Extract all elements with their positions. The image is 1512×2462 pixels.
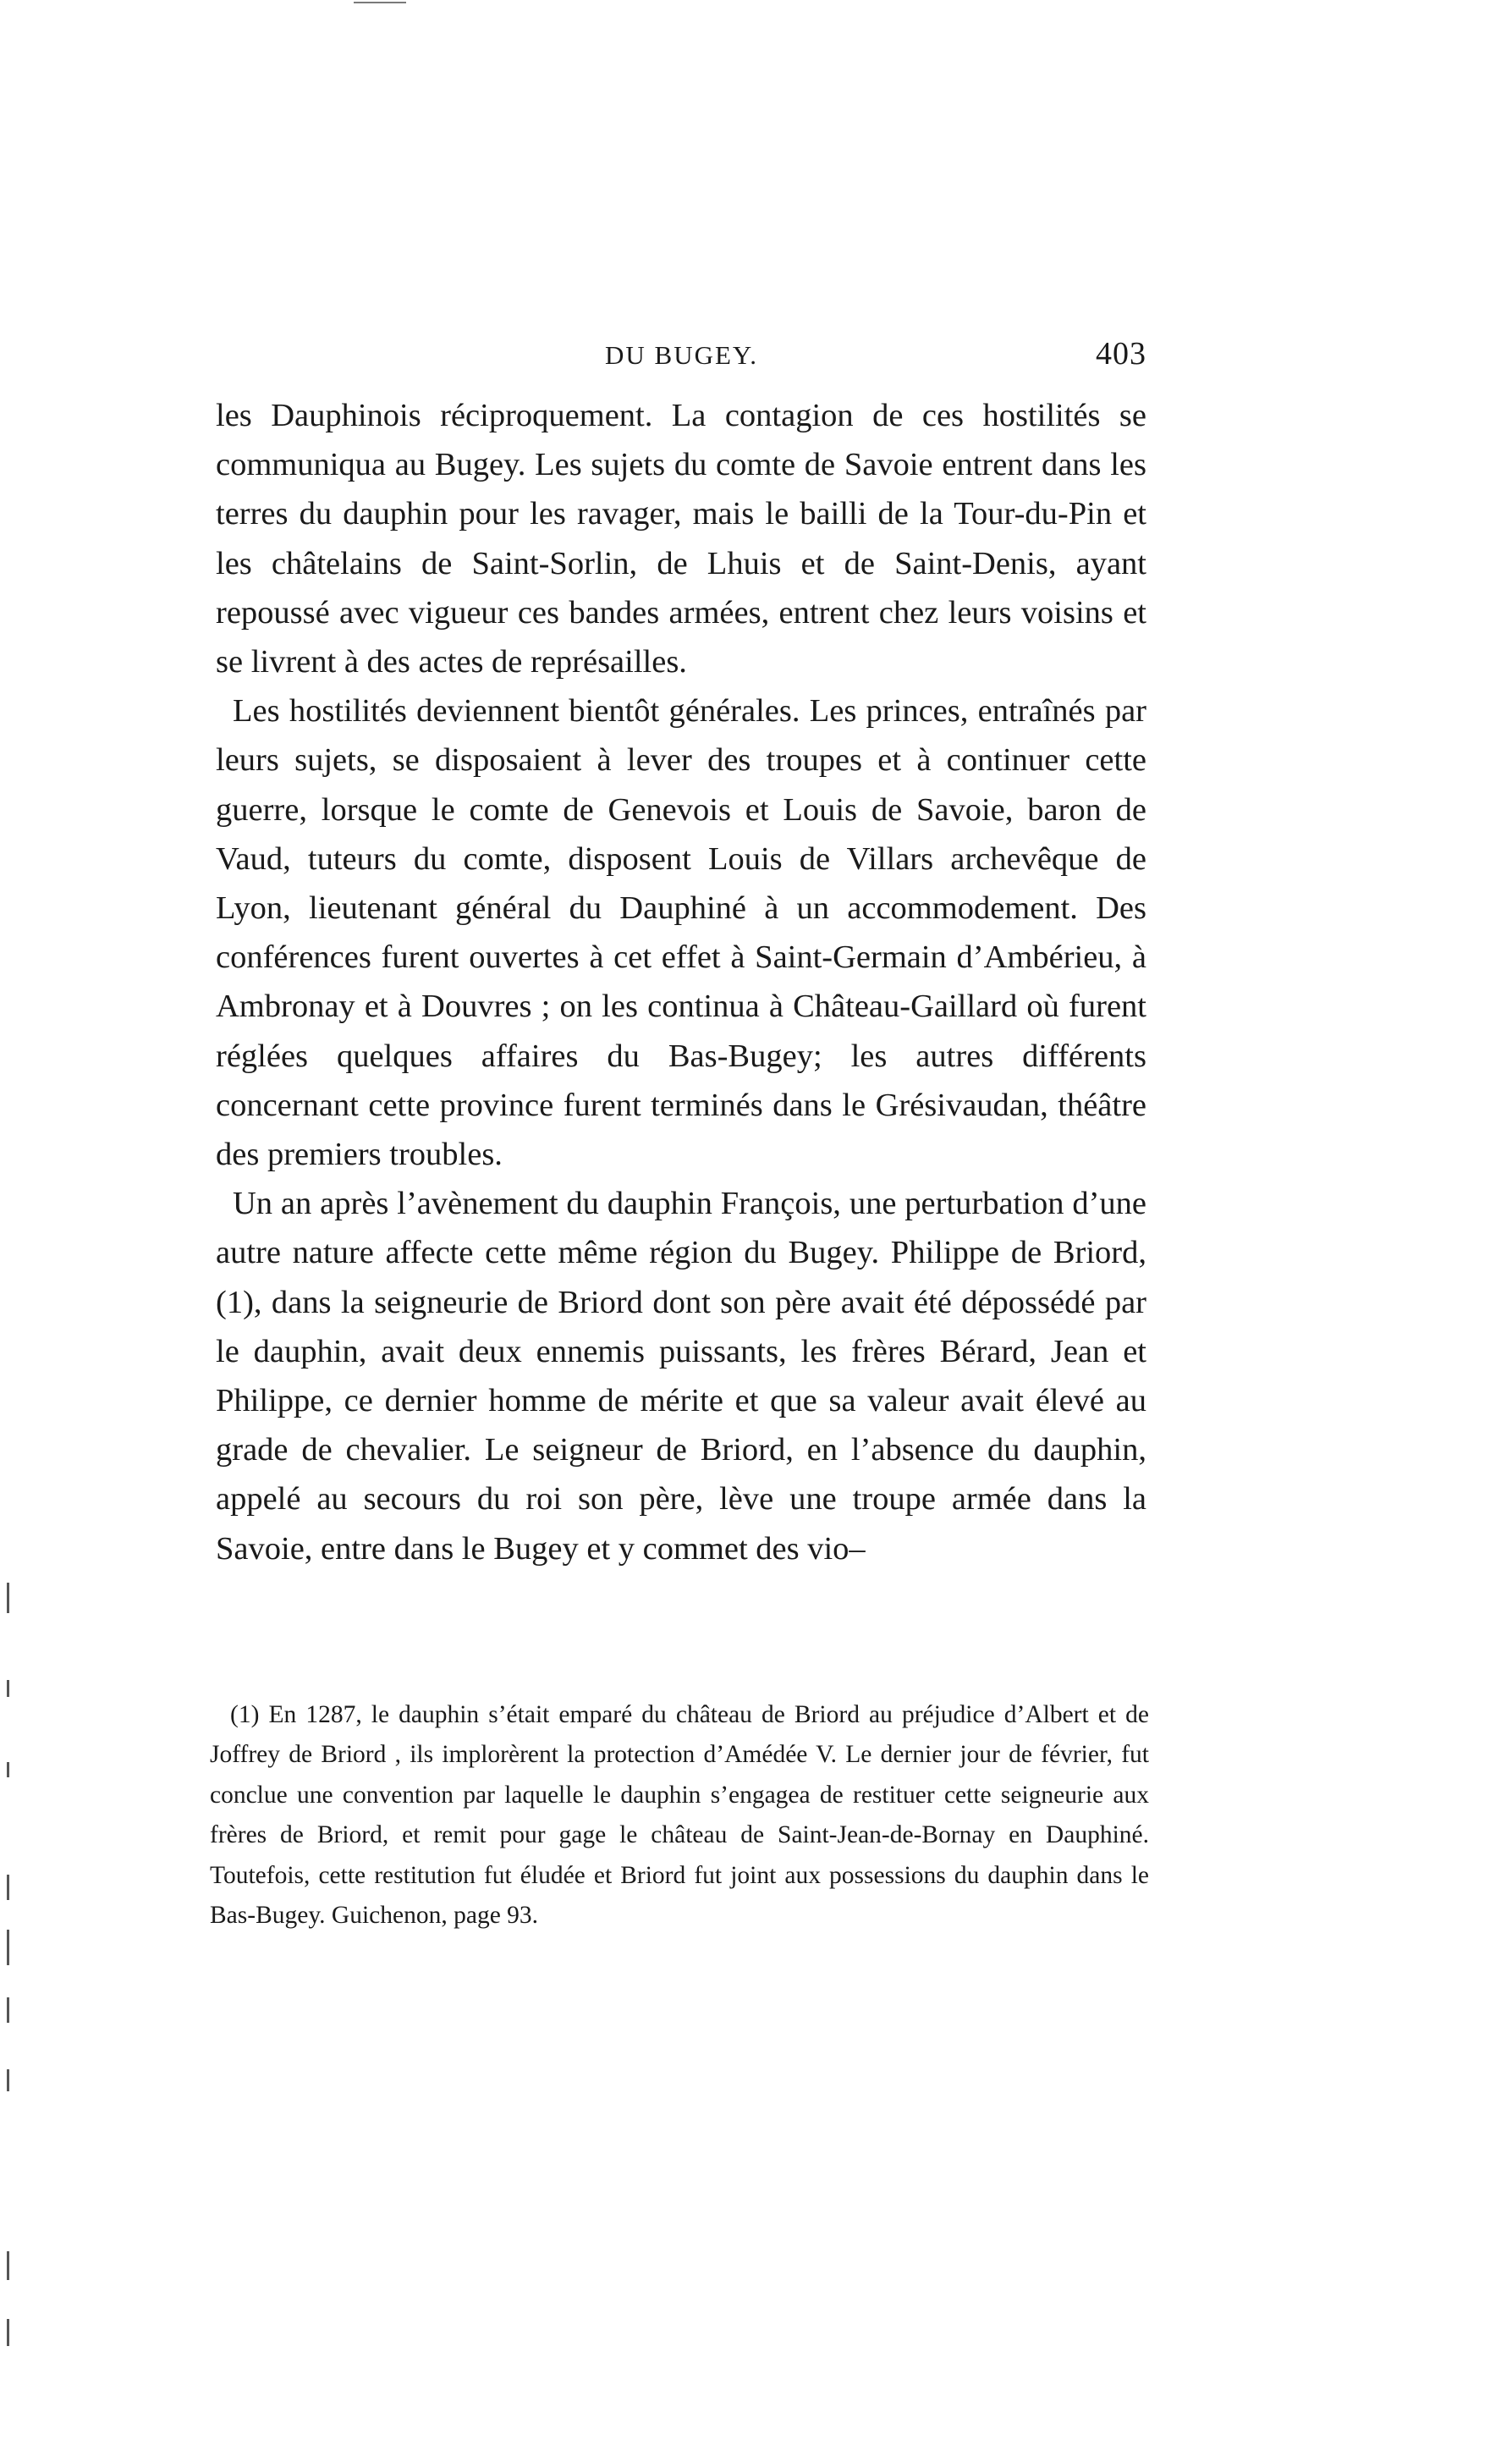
paragraph-continuation: les Dauphinois réciproquement. La contagion de ces hostilités se communiqua au Bugey. Les sujets du comte de Savoie entrent dans les terres du dauphin pour les ravager, mais le bailli de la Tour-du-Pin et les châtelains de Saint-Sorlin, de Lhuis et de Saint-Denis, ayant repoussé avec vigueur ces bandes armées, entrent chez leurs voisins et se livrent à des actes de représailles. (216, 398, 1146, 680)
margin-mark (7, 1930, 9, 1965)
margin-mark (7, 1997, 9, 2023)
running-head (216, 335, 1146, 386)
running-title: DU BUGEY. (605, 340, 759, 370)
margin-mark (7, 2319, 9, 2346)
footnotes (210, 1695, 1149, 1936)
margin-mark (7, 2251, 9, 2280)
margin-mark (7, 1583, 9, 1613)
margin-mark (7, 1875, 9, 1900)
main-text (216, 391, 1146, 1573)
page-number: 403 (1096, 336, 1146, 372)
paragraph: Un an après l’avènement du dauphin François, une perturbation d’une autre nature affecte cette même région du Bugey. Philippe de Briord, (1), dans la seigneurie de Briord dont son père avait été dépossédé par le dauphin, avait deux ennemis puissants, les frères Bérard, Jean et Philippe, ce dernier homme de mérite et que sa valeur avait élevé au grade de chevalier. Le seigneur de Briord, en l’absence du dauphin, appelé au secours du roi son père, lève une troupe armée dans la Savoie, entre dans le Bugey et y commet des vio– (216, 1186, 1146, 1567)
margin-mark (7, 1680, 9, 1697)
margin-mark (7, 1762, 9, 1777)
paragraph: Les hostilités deviennent bientôt générales. Les princes, entraînés par leurs sujets, se disposaient à lever des troupes et à continuer cette guerre, lorsque le comte de Genevois et Louis de Savoie, baron de Vaud, tuteurs du comte, disposent Louis de Villars archevêque de Lyon, lieutenant général du Dauphiné à un accommodement. Des conférences furent ouvertes à cet effet à Saint-Germain d’Ambérieu, à Ambronay et à Douvres ; on les continua à Château-Gaillard où furent réglées quelques affaires du Bas-Bugey; les autres différents concernant cette province furent terminés dans le Grésivaudan, théâtre des premiers troubles. (216, 693, 1146, 1173)
scan-edge-rule (354, 2, 406, 3)
footnote-1: (1) En 1287, le dauphin s’était emparé du château de Briord au préjudice d’Albert et de Joffrey de Briord , ils implorèrent la protection d’Amédée V. Le dernier jour de février, fut conclue une convention par laquelle le dauphin s’engagea de restituer cette seigneurie aux frères de Briord, et remit pour gage le château de Saint-Jean-de-Bornay en Dauphiné. Toutefois, cette restitution fut éludée et Briord fut joint aux possessions du dauphin dans le Bas-Bugey. Guichenon, page 93. (210, 1701, 1149, 1930)
margin-mark (7, 2069, 9, 2091)
